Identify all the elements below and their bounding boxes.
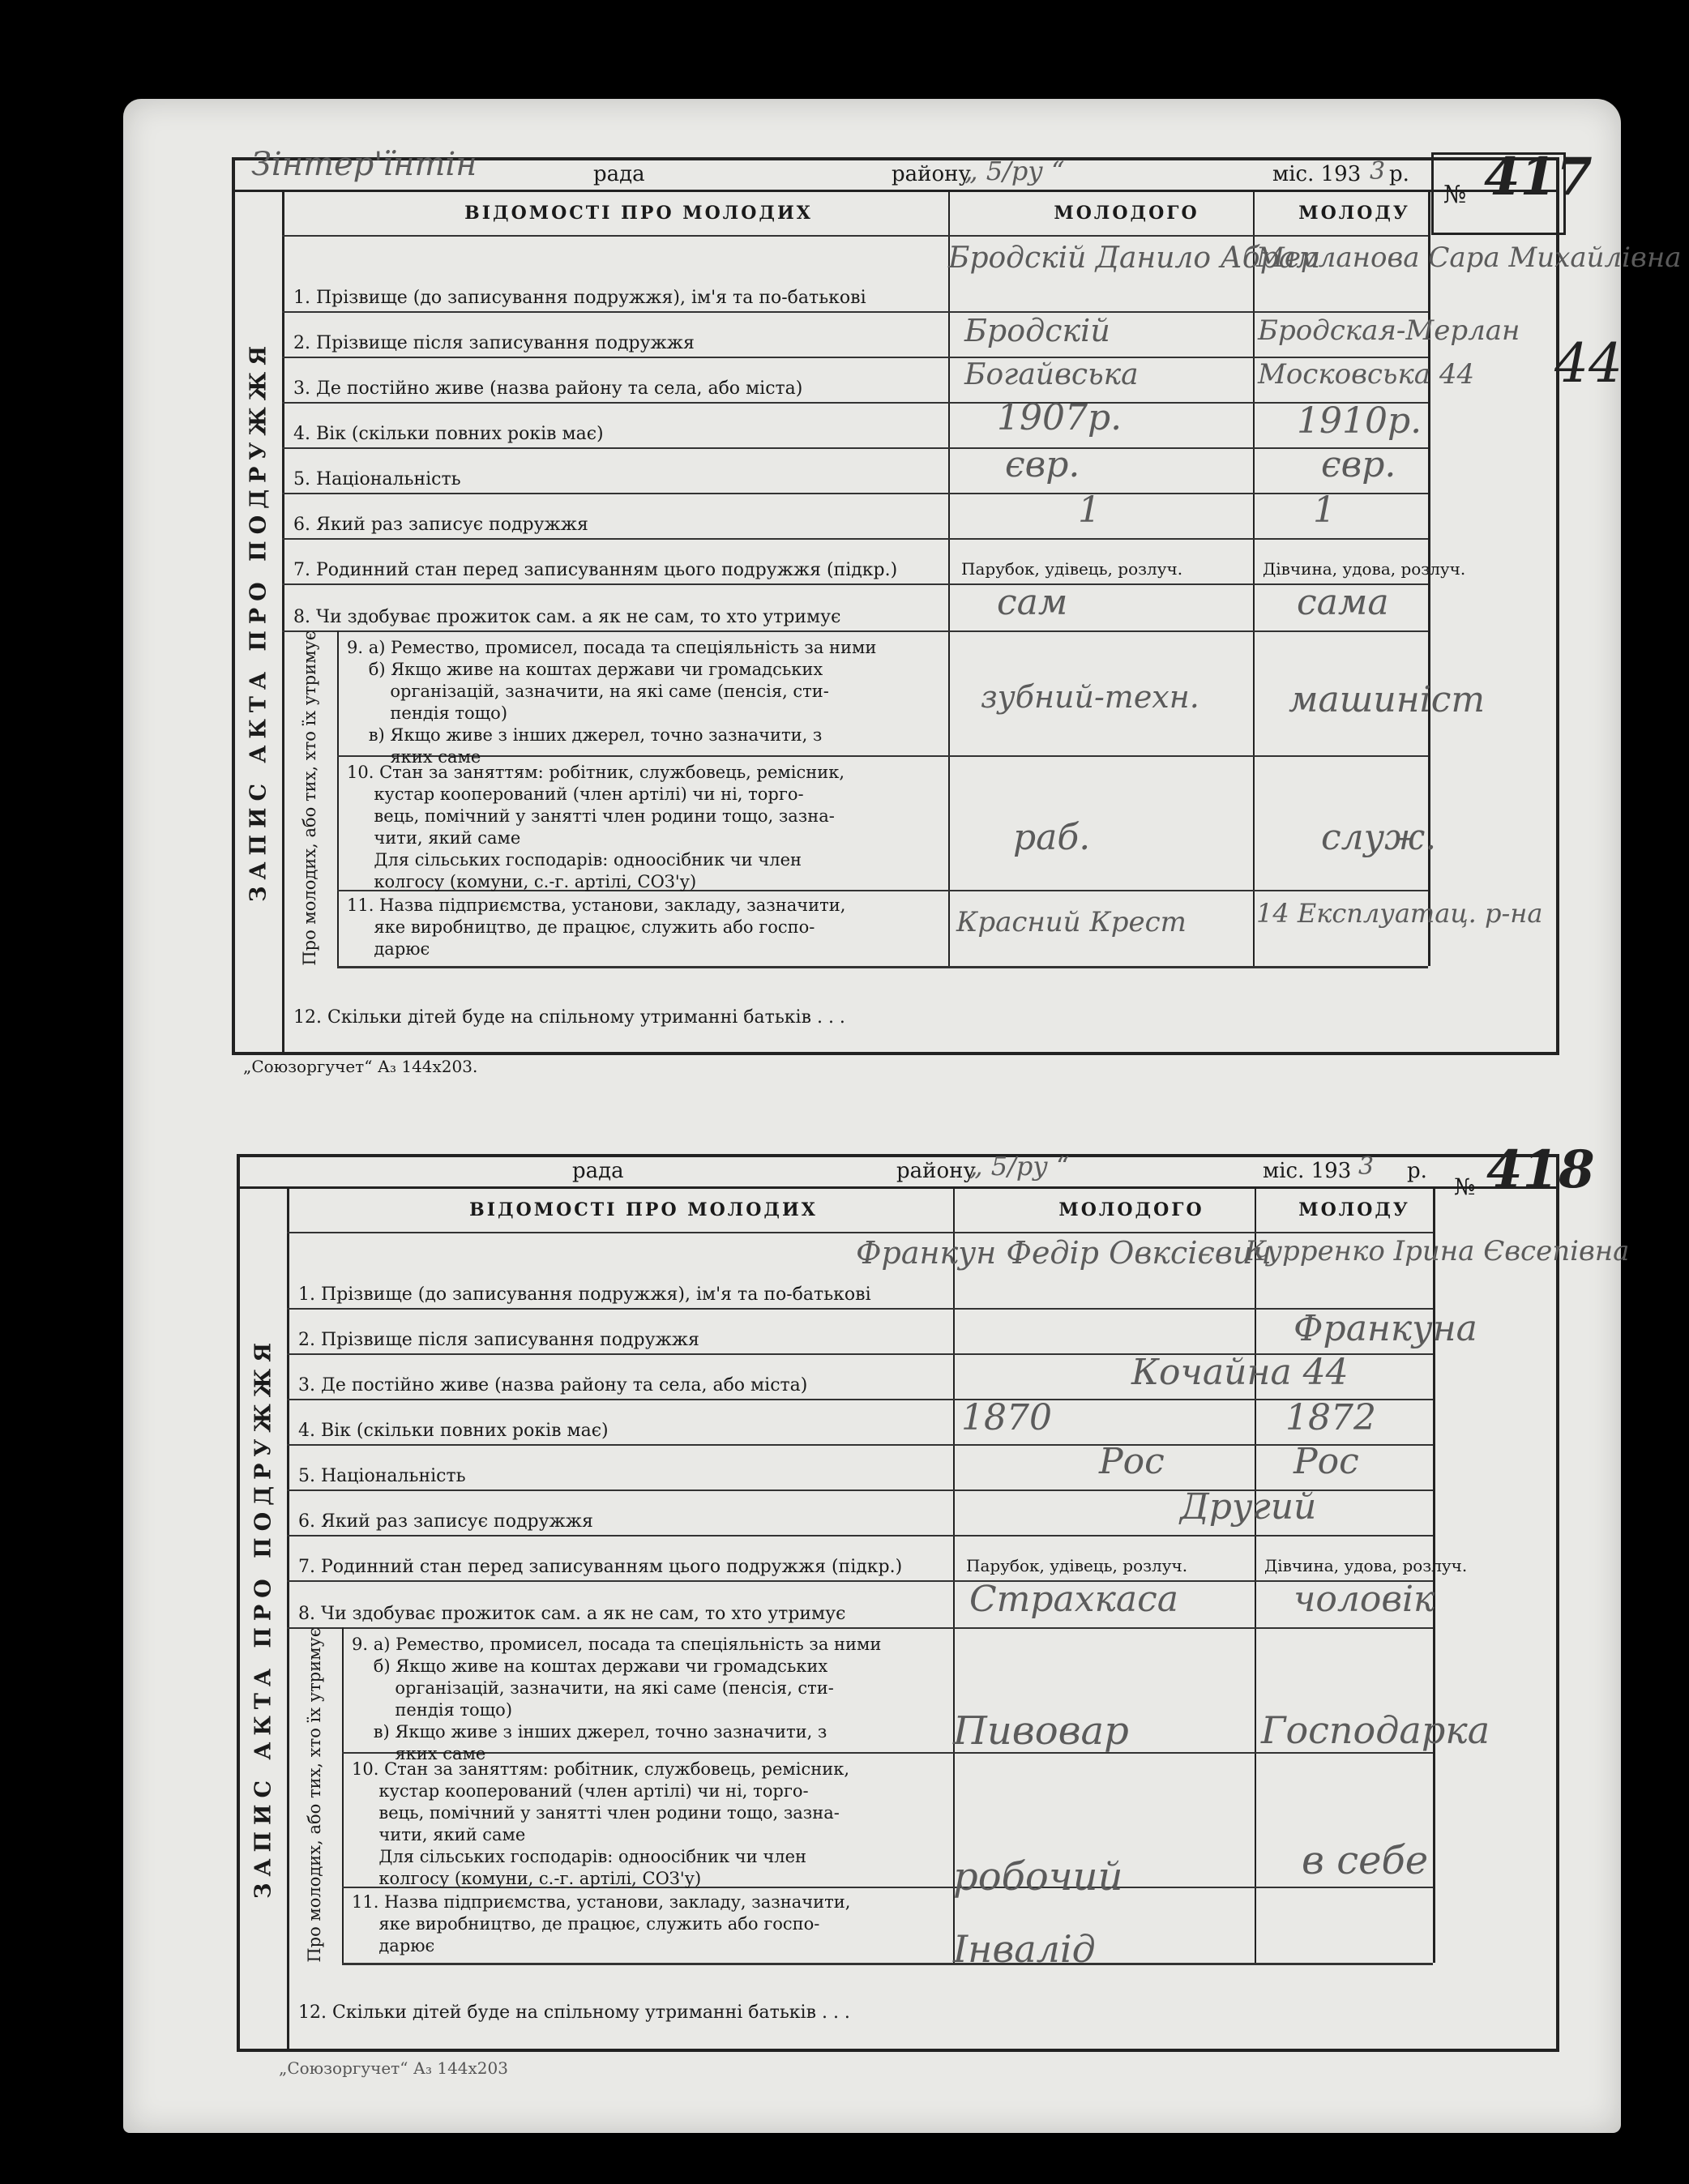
month-label: міс. 193 <box>1263 1159 1352 1183</box>
groom-times: 1 <box>1078 489 1101 531</box>
margin-mark: 44 <box>1554 332 1623 395</box>
year-suffix: р. <box>1407 1159 1427 1183</box>
bride-livelihood: чоловік <box>1293 1579 1435 1620</box>
row-2: 2. Прізвище після записування подружжя <box>287 1308 1433 1355</box>
row-5: 5. Національність <box>287 1444 1433 1491</box>
record-number: 417 <box>1484 147 1593 207</box>
column-info-header: ВІДОМОСТІ ПРО МОЛОДИХ <box>469 1199 818 1220</box>
groom-livelihood: сам <box>997 582 1068 623</box>
bride-times: 1 <box>1313 489 1336 531</box>
bride-marital-options: Дівчина, удова, розлуч. <box>1264 1556 1468 1575</box>
record-number-box <box>1446 1139 1595 1219</box>
row-6: 6. Який раз записує подружжя <box>282 493 1428 540</box>
rada-label: рада <box>593 162 645 186</box>
groom-age: 1870 <box>961 1397 1052 1438</box>
year-suffix: р. <box>1389 162 1409 186</box>
column-groom-header: МОЛОДОГО <box>1058 1199 1204 1220</box>
groom-residence: Кочайна 44 <box>1131 1352 1349 1393</box>
groom-profession: Пивовар <box>953 1708 1129 1754</box>
bride-surname: Мерланова Сара Михайлівна <box>1256 241 1682 274</box>
row-7: 7. Родинний стан перед записуванням цього подружжя (підкр.) Парубок, удівець, розлуч. Дівчина, удова, розлуч. <box>287 1535 1433 1582</box>
row-1: 1. Прізвище (до записування подружжя), ім'я та по-батькові <box>287 1232 1433 1310</box>
row-11: 11. Назва підприємства, установи, закладу, зазначити, яке виробництво, де працює, служить або госпо- дарює <box>342 1887 1433 1965</box>
bride-occupation-status: в себе <box>1302 1838 1429 1883</box>
groom-marital-options: Парубок, удівець, розлуч. <box>966 1556 1188 1575</box>
year-handwritten: 3 <box>1358 1152 1375 1181</box>
row-10: 10. Стан за заняттям: робітник, службовець, ремісник, кустар кооперований (член артілі) чи ні, торго- вець, помічний у занятті член родини тощо, зазна- чити, який саме Для сільських господарів: одноосібник чи член колгосу (комуни, с.-г. артілі, СОЗ'у) <box>342 1752 1433 1888</box>
column-groom-header: МОЛОДОГО <box>1054 203 1199 224</box>
bride-new-surname: Бродская-Мерлан <box>1258 314 1520 347</box>
bride-new-surname: Франкуна <box>1293 1308 1477 1349</box>
groom-times: Другий <box>1180 1486 1317 1528</box>
row-9: 9. а) Ремество, промисел, посада та спеціяльність за ними б) Якщо живе на коштах держави чи громадських організацій, зазначити, на які саме (пенсія, сти- пендія тощо) в) Якщо живе з інших джерел, точно зазначити, з яких саме <box>342 1627 1433 1754</box>
form-footer: „Союзоргучет“ А₃ 144x203 <box>279 2058 508 2078</box>
bride-residence: Московська 44 <box>1258 358 1475 391</box>
row-12: 12. Скільки дітей буде на спільному утриманні батьків . . . <box>298 2002 850 2023</box>
groom-nationality: євр. <box>1005 444 1080 485</box>
groom-surname: Бродскій Данило Абрам <box>948 241 1321 275</box>
rada-label: рада <box>572 1159 624 1183</box>
groom-workplace: Красний Крест <box>956 906 1187 938</box>
bride-profession: машиніст <box>1289 679 1486 720</box>
groom-new-surname: Бродскій <box>964 313 1110 348</box>
row-6: 6. Який раз записує подружжя <box>287 1489 1433 1536</box>
groom-livelihood: Страхкаса <box>969 1579 1178 1620</box>
subsidebar-title: Про молодих, або тих, хто їх утримує <box>287 1627 344 1963</box>
groom-occupation-status: робочий <box>953 1854 1123 1900</box>
row-3: 3. Де постійно живе (назва району та села, або міста) <box>287 1353 1433 1400</box>
raion-label: району <box>892 162 971 186</box>
row-4: 4. Вік (скільки повних років має) <box>287 1399 1433 1446</box>
sidebar-title: ЗАПИС АКТА ПРО ПОДРУЖЖЯ <box>235 190 284 1052</box>
bride-age: 1872 <box>1285 1397 1376 1438</box>
row-11: 11. Назва підприємства, установи, закладу, зазначити, яке виробництво, де працює, служить або госпо- дарює <box>337 890 1428 968</box>
sidebar-title: ЗАПИС АКТА ПРО ПОДРУЖЖЯ <box>240 1186 289 2049</box>
bride-occupation-status: служ. <box>1321 817 1437 858</box>
column-info-header: ВІДОМОСТІ ПРО МОЛОДИХ <box>464 203 813 224</box>
row-3: 3. Де постійно живе (назва району та села, або міста) <box>282 357 1428 404</box>
row-8: 8. Чи здобуває прожиток сам. а як не сам, то хто утримує <box>282 583 1428 632</box>
year-handwritten: 3 <box>1370 157 1386 186</box>
number-label: № <box>1454 1173 1476 1200</box>
row-2: 2. Прізвище після записування подружжя <box>282 311 1428 358</box>
punch-hole <box>100 645 121 665</box>
bride-marital-options: Дівчина, удова, розлуч. <box>1263 559 1466 579</box>
bride-livelihood: сама <box>1297 582 1389 623</box>
month-label: міс. 193 <box>1272 162 1362 186</box>
groom-age: 1907р. <box>997 397 1122 438</box>
bride-profession: Господарка <box>1261 1708 1490 1752</box>
groom-residence: Богайвська <box>964 358 1139 391</box>
row-5: 5. Національність <box>282 447 1428 494</box>
row-4: 4. Вік (скільки повних років має) <box>282 402 1428 449</box>
record-number: 418 <box>1486 1139 1595 1200</box>
punch-hole <box>100 1593 121 1613</box>
form-header <box>235 146 1556 192</box>
groom-workplace: Інвалід <box>953 1927 1096 1971</box>
row-1: 1. Прізвище (до записування подружжя), ім'я та по-батькові <box>282 235 1428 313</box>
column-bride-header: МОЛОДУ <box>1298 203 1410 224</box>
column-bride-header: МОЛОДУ <box>1298 1199 1410 1220</box>
groom-marital-options: Парубок, удівець, розлуч. <box>961 559 1183 579</box>
row-7: 7. Родинний стан перед записуванням цього подружжя (підкр.) Парубок, удівець, розлуч. Дівчина, удова, розлуч. <box>282 538 1428 585</box>
bride-nationality: євр. <box>1321 444 1396 485</box>
groom-profession: зубний-техн. <box>981 679 1199 715</box>
marriage-record-form-417 <box>232 146 1682 1055</box>
number-label: № <box>1443 181 1467 209</box>
row-8: 8. Чи здобуває прожиток сам. а як не сам, то хто утримує <box>287 1580 1433 1629</box>
raion-value: „ 5/ру “ <box>964 156 1065 186</box>
bride-age: 1910р. <box>1297 400 1422 442</box>
subsidebar-title: Про молодих, або тих, хто їх утримує <box>282 630 339 966</box>
groom-occupation-status: раб. <box>1013 817 1091 858</box>
row-10: 10. Стан за заняттям: робітник, службовець, ремісник, кустар кооперований (член артілі) чи ні, торго- вець, помічний у занятті член родини тощо, зазна- чити, який саме Для сільських господарів: одноосібник чи член колгосу (комуни, с.-г. артілі, СОЗ'у) <box>337 755 1428 891</box>
row-12: 12. Скільки дітей буде на спільному утриманні батьків . . . <box>293 1007 845 1028</box>
bride-nationality: Рос <box>1293 1441 1359 1482</box>
raion-value: „ 5/ру “ <box>969 1151 1070 1182</box>
bride-workplace: 14 Експлуатац. р-на <box>1256 898 1543 929</box>
form-footer: „Союзоргучет“ А₃ 144x203. <box>243 1057 478 1076</box>
bride-surname: Курренко Ірина Євсепівна <box>1245 1235 1630 1267</box>
record-number-box <box>1431 147 1593 235</box>
row-9: 9. а) Ремество, промисел, посада та спеціяльність за ними б) Якщо живе на коштах держави чи громадських організацій, зазначити, на які саме (пенсія, сти- пендія тощо) в) Якщо живе з інших джерел, точно зазначити, з яких саме <box>337 630 1428 757</box>
rada-handwritten: Зінтер'їнтін <box>251 146 477 183</box>
groom-nationality: Рос <box>1099 1441 1165 1482</box>
form-header <box>240 1151 1556 1189</box>
groom-surname: Франкун Федір Овксієвич <box>856 1235 1272 1271</box>
raion-label: району <box>896 1159 976 1183</box>
marriage-record-form-418 <box>237 1139 1630 2052</box>
